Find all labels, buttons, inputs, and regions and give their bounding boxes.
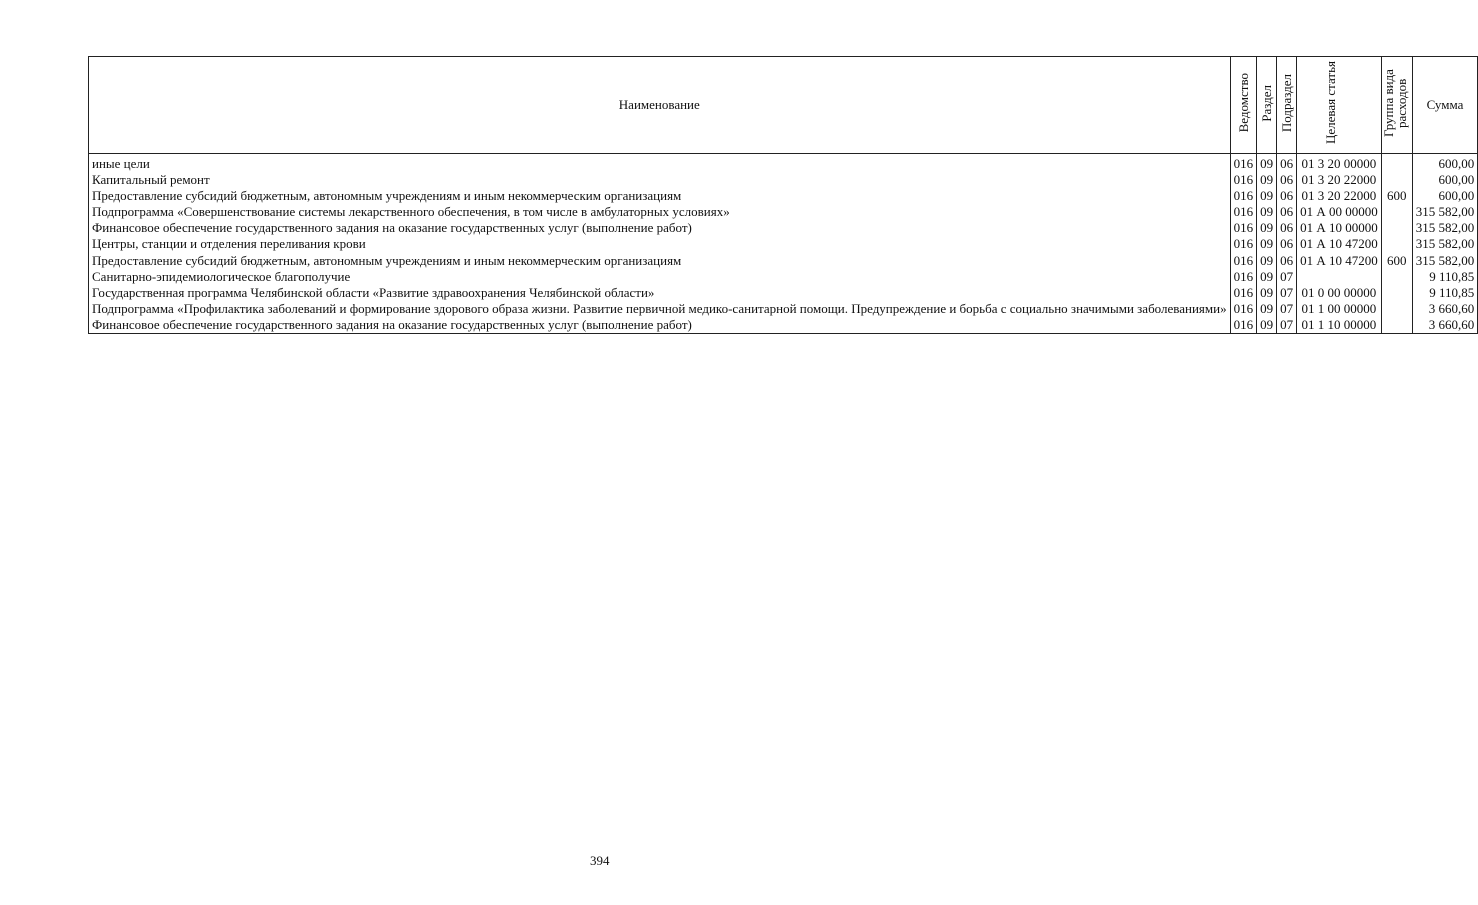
cell-summa: 315 582,00 [1412, 204, 1478, 220]
cell-vedomstvo: 016 [1230, 172, 1257, 188]
cell-name: иные цели [89, 154, 1231, 173]
cell-summa: 315 582,00 [1412, 253, 1478, 269]
cell-vedomstvo: 016 [1230, 285, 1257, 301]
cell-name: Капитальный ремонт [89, 172, 1231, 188]
cell-gruppa [1381, 285, 1412, 301]
table-row [89, 154, 1478, 173]
cell-name: Предоставление субсидий бюджетным, автономным учреждениям и иным некоммерческим организациям [89, 253, 1231, 269]
table-header-row [89, 57, 1478, 154]
cell-podrazdel: 07 [1277, 269, 1297, 285]
table-body [89, 154, 1478, 334]
cell-summa: 9 110,85 [1412, 285, 1478, 301]
cell-summa: 315 582,00 [1412, 236, 1478, 252]
table-row [89, 269, 1478, 285]
cell-name: Государственная программа Челябинской области «Развитие здравоохранения Челябинской области» [89, 285, 1231, 301]
cell-podrazdel: 06 [1277, 154, 1297, 173]
cell-celevaya: 01 А 10 47200 [1297, 253, 1382, 269]
table-row [89, 204, 1478, 220]
cell-gruppa [1381, 204, 1412, 220]
cell-razdel: 09 [1257, 301, 1277, 317]
cell-celevaya: 01 1 10 00000 [1297, 317, 1382, 334]
cell-name: Предоставление субсидий бюджетным, автономным учреждениям и иным некоммерческим организациям [89, 188, 1231, 204]
cell-celevaya: 01 1 00 00000 [1297, 301, 1382, 317]
cell-razdel: 09 [1257, 317, 1277, 334]
cell-summa: 3 660,60 [1412, 301, 1478, 317]
budget-table [88, 56, 1478, 334]
cell-razdel: 09 [1257, 154, 1277, 173]
cell-gruppa: 600 [1381, 253, 1412, 269]
cell-vedomstvo: 016 [1230, 188, 1257, 204]
cell-gruppa [1381, 269, 1412, 285]
header-razdel: Раздел [1257, 57, 1277, 154]
cell-celevaya: 01 3 20 22000 [1297, 172, 1382, 188]
cell-summa: 9 110,85 [1412, 269, 1478, 285]
cell-vedomstvo: 016 [1230, 317, 1257, 334]
cell-vedomstvo: 016 [1230, 220, 1257, 236]
cell-celevaya: 01 А 10 47200 [1297, 236, 1382, 252]
cell-gruppa [1381, 301, 1412, 317]
table-row [89, 285, 1478, 301]
cell-gruppa [1381, 172, 1412, 188]
cell-gruppa [1381, 220, 1412, 236]
table-row [89, 172, 1478, 188]
cell-name: Подпрограмма «Совершенствование системы лекарственного обеспечения, в том числе в амбулаторных условиях» [89, 204, 1231, 220]
cell-podrazdel: 06 [1277, 253, 1297, 269]
table-row [89, 236, 1478, 252]
cell-razdel: 09 [1257, 236, 1277, 252]
cell-podrazdel: 06 [1277, 236, 1297, 252]
cell-name: Подпрограмма «Профилактика заболеваний и формирование здорового образа жизни. Развитие первичной медико-санитарной помощи. Предупреждение и борьба с социально значимыми заболеваниями» [89, 301, 1231, 317]
cell-podrazdel: 06 [1277, 188, 1297, 204]
cell-vedomstvo: 016 [1230, 269, 1257, 285]
cell-vedomstvo: 016 [1230, 236, 1257, 252]
cell-celevaya: 01 3 20 00000 [1297, 154, 1382, 173]
table-row [89, 317, 1478, 334]
cell-razdel: 09 [1257, 188, 1277, 204]
cell-razdel: 09 [1257, 285, 1277, 301]
cell-celevaya: 01 3 20 22000 [1297, 188, 1382, 204]
table-row [89, 188, 1478, 204]
cell-razdel: 09 [1257, 172, 1277, 188]
header-summa: Сумма [1412, 57, 1478, 154]
cell-summa: 600,00 [1412, 172, 1478, 188]
cell-name: Финансовое обеспечение государственного задания на оказание государственных услуг (выполнение работ) [89, 220, 1231, 236]
cell-celevaya: 01 А 00 00000 [1297, 204, 1382, 220]
header-gruppa: Группа вида расходов [1381, 57, 1412, 154]
header-podrazdel: Подраздел [1277, 57, 1297, 154]
header-vedomstvo: Ведомство [1230, 57, 1257, 154]
cell-name: Санитарно-эпидемиологическое благополучие [89, 269, 1231, 285]
cell-gruppa [1381, 236, 1412, 252]
cell-summa: 600,00 [1412, 188, 1478, 204]
cell-podrazdel: 07 [1277, 285, 1297, 301]
table-row [89, 301, 1478, 317]
cell-vedomstvo: 016 [1230, 154, 1257, 173]
cell-vedomstvo: 016 [1230, 301, 1257, 317]
header-name: Наименование [89, 57, 1231, 154]
cell-gruppa [1381, 154, 1412, 173]
cell-razdel: 09 [1257, 204, 1277, 220]
cell-celevaya [1297, 269, 1382, 285]
cell-podrazdel: 06 [1277, 172, 1297, 188]
cell-celevaya: 01 0 00 00000 [1297, 285, 1382, 301]
page-number: 394 [590, 853, 610, 868]
cell-razdel: 09 [1257, 220, 1277, 236]
cell-podrazdel: 07 [1277, 301, 1297, 317]
cell-razdel: 09 [1257, 253, 1277, 269]
cell-vedomstvo: 016 [1230, 253, 1257, 269]
cell-gruppa: 600 [1381, 188, 1412, 204]
cell-name: Финансовое обеспечение государственного задания на оказание государственных услуг (выполнение работ) [89, 317, 1231, 334]
cell-razdel: 09 [1257, 269, 1277, 285]
cell-summa: 3 660,60 [1412, 317, 1478, 334]
cell-celevaya: 01 А 10 00000 [1297, 220, 1382, 236]
cell-podrazdel: 06 [1277, 220, 1297, 236]
table-row [89, 253, 1478, 269]
cell-vedomstvo: 016 [1230, 204, 1257, 220]
cell-podrazdel: 06 [1277, 204, 1297, 220]
cell-name: Центры, станции и отделения переливания крови [89, 236, 1231, 252]
cell-podrazdel: 07 [1277, 317, 1297, 334]
table-row [89, 220, 1478, 236]
cell-gruppa [1381, 317, 1412, 334]
header-celevaya: Целевая статья [1297, 57, 1382, 154]
cell-summa: 315 582,00 [1412, 220, 1478, 236]
cell-summa: 600,00 [1412, 154, 1478, 173]
